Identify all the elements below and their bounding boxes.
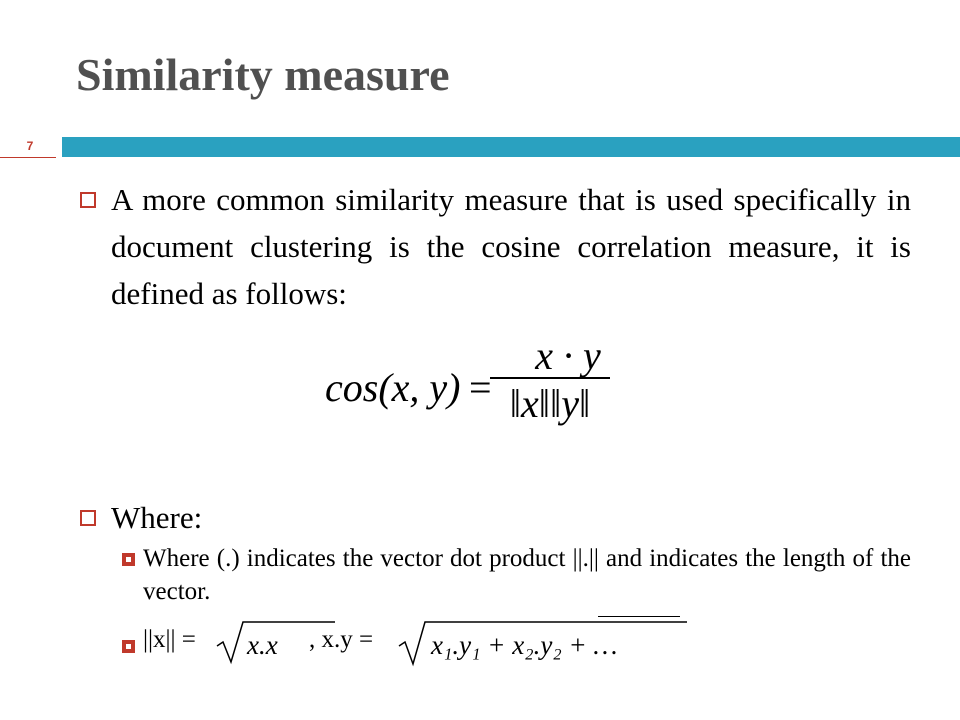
dot-expression: x₁.y₁ + x₂.y₂ + … [431,630,618,660]
hollow-square-bullet-icon [80,192,96,208]
formula-denominator: ‖x‖‖y‖ [509,381,591,426]
filled-square-bullet-icon [122,553,135,566]
where-heading: Where: [111,500,203,535]
slide-number-underline [0,157,56,158]
dot-label: , x.y = [309,626,374,653]
norm-label: ||x|| = [143,626,196,653]
cosine-formula [325,333,625,438]
norm-expression: x.x [247,630,278,660]
formula-equals: = [469,365,492,410]
slide-title: Similarity measure [76,49,450,100]
norm-and-dot-formulas [143,620,743,670]
underline-rule [598,616,680,617]
where-explanation-text: Where (.) indicates the vector dot product ||.|| and indicates the length of the vector. [143,545,911,605]
hollow-square-bullet-icon [80,510,96,526]
filled-square-bullet-icon [122,640,135,653]
formula-fraction-bar [490,377,610,379]
bullet-definition-text: A more common similarity measure that is used specifically in document clustering is the cosine correlation measure, it is defined as follows: [111,182,911,311]
slide-number: 7 [26,139,34,153]
formula-lhs: cos(x, y) [325,365,461,410]
formula-numerator: x · y [535,333,601,378]
header-accent-bar [62,137,960,157]
